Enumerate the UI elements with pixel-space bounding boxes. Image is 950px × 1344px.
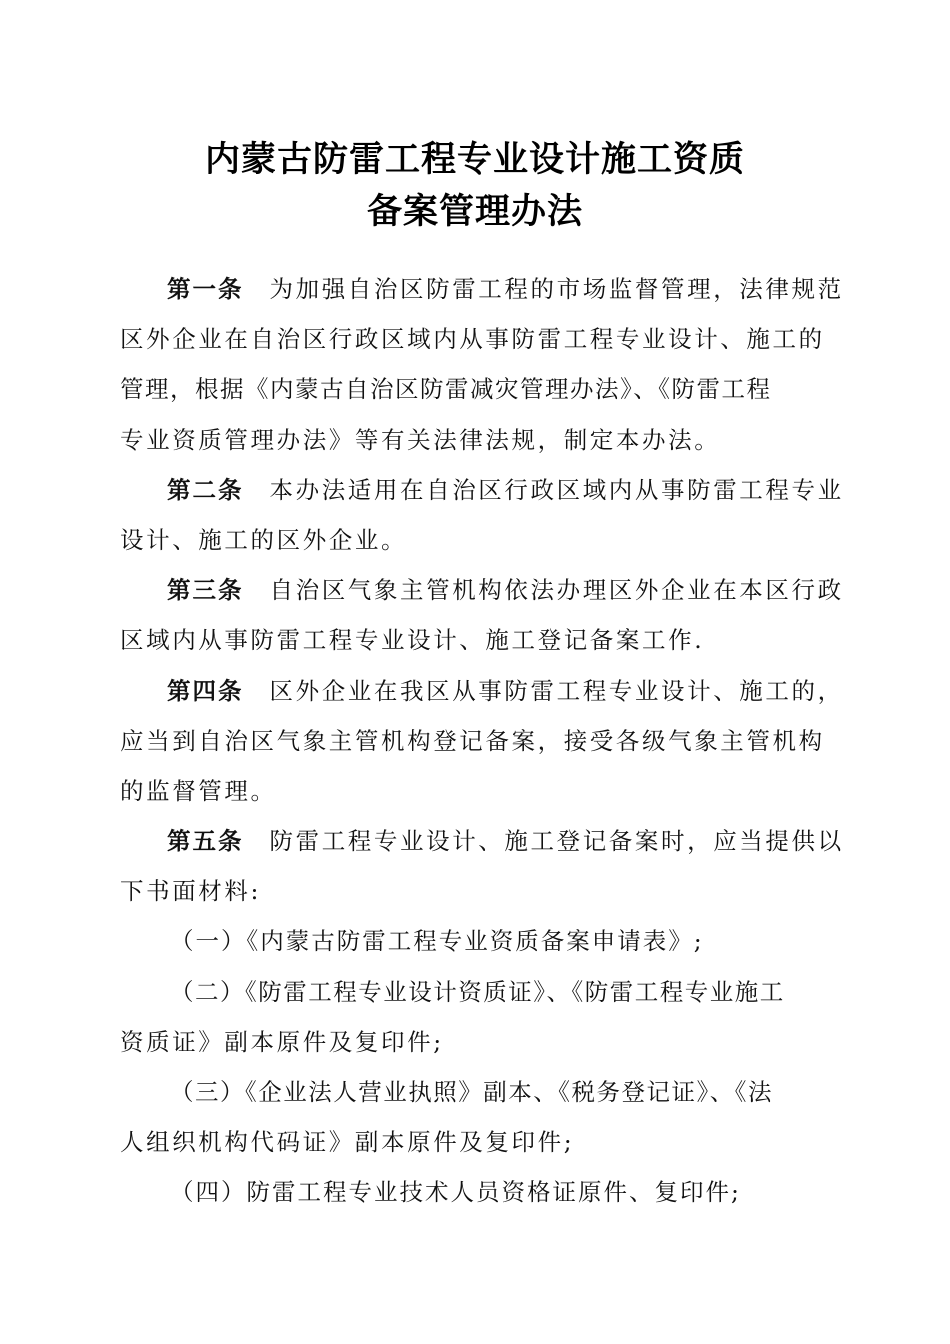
materials-item-3-line-2: 人组织机构代码证》副本原件及复印件; — [120, 1128, 575, 1157]
article-3 — [120, 565, 844, 665]
materials-item-1-line-1: （一）《内蒙古防雷工程专业资质备案申请表》; — [170, 927, 704, 956]
article-1-heading: 第一条 — [167, 275, 244, 303]
article-2-text-1: 本办法适用在自治区行政区域内从事防雷工程专业 — [269, 475, 844, 504]
article-4-text-1: 区外企业在我区从事防雷工程专业设计、施工的， — [269, 676, 844, 705]
article-5-line-2: 下书面材料: — [120, 877, 262, 906]
article-2-line-1 — [120, 465, 844, 515]
materials-list — [120, 916, 832, 1217]
article-5 — [120, 816, 844, 916]
document-title-line-1: 内蒙古防雷工程专业设计施工资质 — [204, 139, 745, 180]
article-5-heading: 第五条 — [167, 827, 244, 856]
article-1 — [120, 264, 844, 465]
materials-item-2-line-2: 资质证》副本原件及复印件; — [120, 1027, 444, 1056]
article-4-line-3: 的监督管理。 — [120, 776, 277, 805]
article-3-heading: 第三条 — [167, 576, 244, 605]
article-2 — [120, 465, 844, 565]
article-4-line-1 — [120, 666, 844, 716]
article-1-line-4: 专业资质管理办法》等有关法律法规，制定本办法。 — [120, 425, 721, 454]
article-1-line-3: 管理，根据《内蒙古自治区防雷减灾管理办法》、《防雷工程 — [120, 375, 772, 404]
article-5-text-1: 防雷工程专业设计、施工登记备案时，应当提供以 — [269, 827, 844, 856]
article-1-line-1 — [120, 264, 844, 314]
article-1-line-2: 区外企业在自治区行政区域内从事防雷工程专业设计、施工的 — [120, 325, 825, 354]
document-title-line-2: 备案管理办法 — [366, 191, 583, 232]
document-body — [120, 264, 844, 1218]
article-3-line-2: 区域内从事防雷工程专业设计、施工登记备案工作. — [120, 626, 705, 655]
article-1-text-1: 为加强自治区防雷工程的市场监督管理，法律规范 — [269, 275, 844, 303]
article-3-line-1 — [120, 565, 844, 615]
article-5-line-1 — [120, 816, 844, 866]
article-4-heading: 第四条 — [167, 676, 244, 705]
materials-item-4-line-1: （四）防雷工程专业技术人员资格证原件、复印件; — [170, 1178, 741, 1207]
article-2-line-2: 设计、施工的区外企业。 — [120, 525, 408, 554]
article-4 — [120, 666, 844, 817]
materials-item-2-line-1: （二）《防雷工程专业设计资质证》、《防雷工程专业施工 — [170, 977, 785, 1006]
article-2-heading: 第二条 — [167, 475, 244, 504]
article-4-line-2: 应当到自治区气象主管机构登记备案，接受各级气象主管机构 — [120, 726, 825, 755]
materials-item-3-line-1: （三）《企业法人营业执照》副本、《税务登记证》、《法 — [170, 1078, 773, 1106]
article-3-text-1: 自治区气象主管机构依法办理区外企业在本区行政 — [269, 576, 844, 605]
